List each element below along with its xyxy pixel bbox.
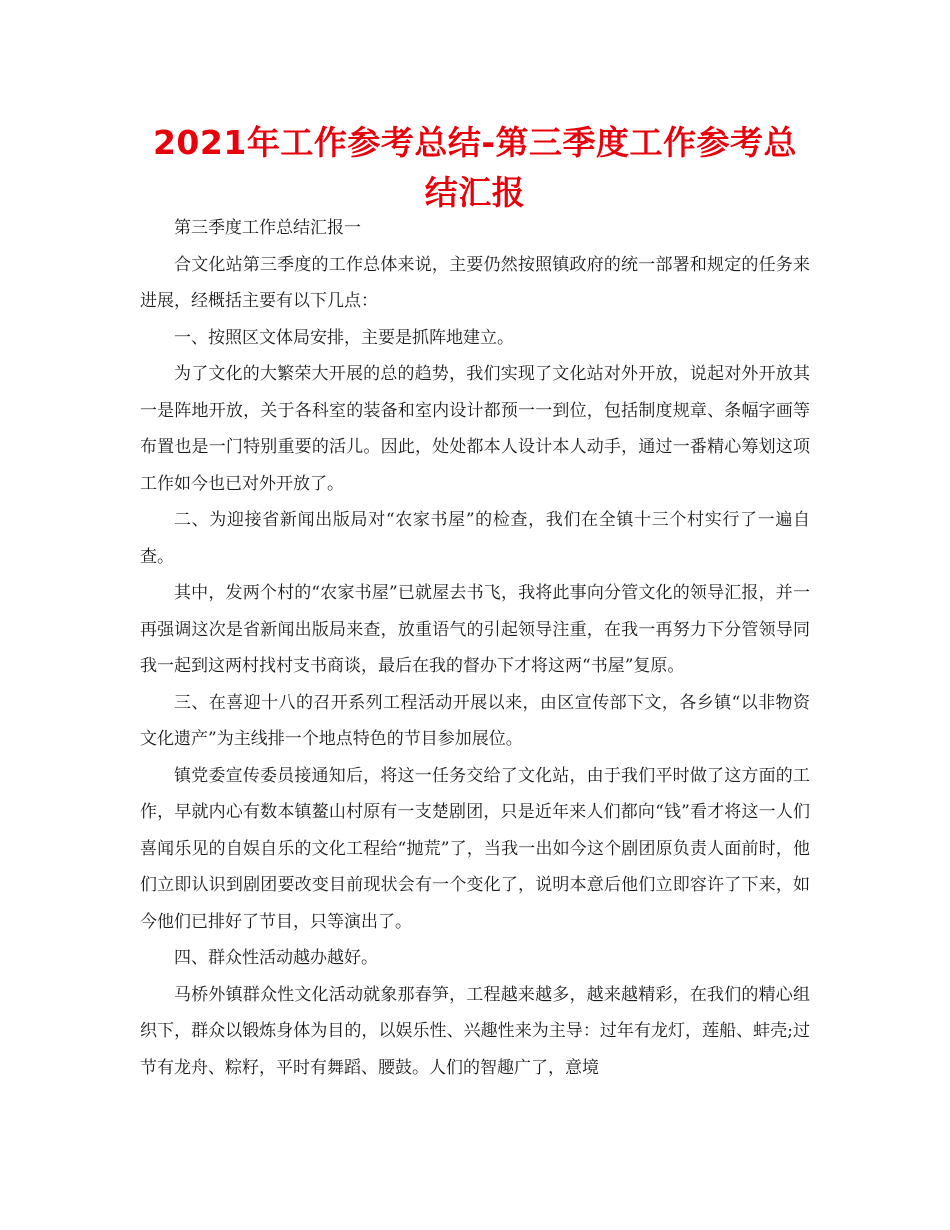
page-title: 2021年工作参考总结-第三季度工作参考总结汇报: [152, 123, 798, 212]
paragraph: 合文化站第三季度的工作总体来说，主要仍然按照镇政府的统一部署和规定的任务来进展，经概括主要有以下几点：: [140, 254, 810, 311]
paragraph-heading-2: 二、为迎接省新闻出版局对“农家书屋”的检查，我们在全镇十三个村实行了一遍自查。: [140, 510, 810, 567]
paragraph: 为了文化的大繁荣大开展的总的趋势，我们实现了文化站对外开放，说起对外开放其一是阵地开放，关于各科室的装备和室内设计都预一一到位，包括制度规章、条幅字画等布置也是一门特别重要的活儿。因此，处处都本人设计本人动手，通过一番精心筹划这项工作如今也已对外开放了。: [140, 364, 810, 494]
paragraph-heading-4: 四、群众性活动越办越好。: [174, 948, 378, 968]
paragraph: 其中，发两个村的“农家书屋”已就屋去书飞，我将此事向分管文化的领导汇报，并一再强调这次是省新闻出版局来查，放重语气的引起领导注重，在我一再努力下分管领导同我一起到这两村找村支书商谈，最后在我的督办下才将这两“书屋”复原。: [140, 583, 810, 676]
paragraph: 镇党委宣传委员接通知后，将这一任务交给了文化站，由于我们平时做了这方面的工作，早就内心有数本镇鳌山村原有一支楚剧团，只是近年来人们都向“钱”看才将这一人们喜闻乐见的自娱自乐的文化工程给“抛荒”了，当我一出如今这个剧团原负责人面前时，他们立即认识到剧团要改变目前现状会有一个变化了，说明本意后他们立即容许了下来，如今他们已排好了节目，只等演出了。: [140, 765, 810, 932]
document-body: [140, 210, 810, 1086]
paragraph-heading-1: 一、按照区文体局安排，主要是抓阵地建立。: [174, 327, 514, 348]
paragraph-subtitle: 第三季度工作总结汇报一: [174, 218, 361, 238]
paragraph: 马桥外镇群众性文化活动就象那春笋，工程越来越多，越来越精彩，在我们的精心组织下，群众以锻炼身体为目的，以娱乐性、兴趣性来为主导：过年有龙灯，莲船、蚌壳;过节有龙舟、粽籽，平时有舞蹈、腰鼓。人们的智趣广了，意境: [140, 984, 810, 1078]
paragraph-heading-3: 三、在喜迎十八的召开系列工程活动开展以来，由区宣传部下文，各乡镇“以非物资文化遗产”为主线排一个地点特色的节目参加展位。: [140, 692, 810, 749]
